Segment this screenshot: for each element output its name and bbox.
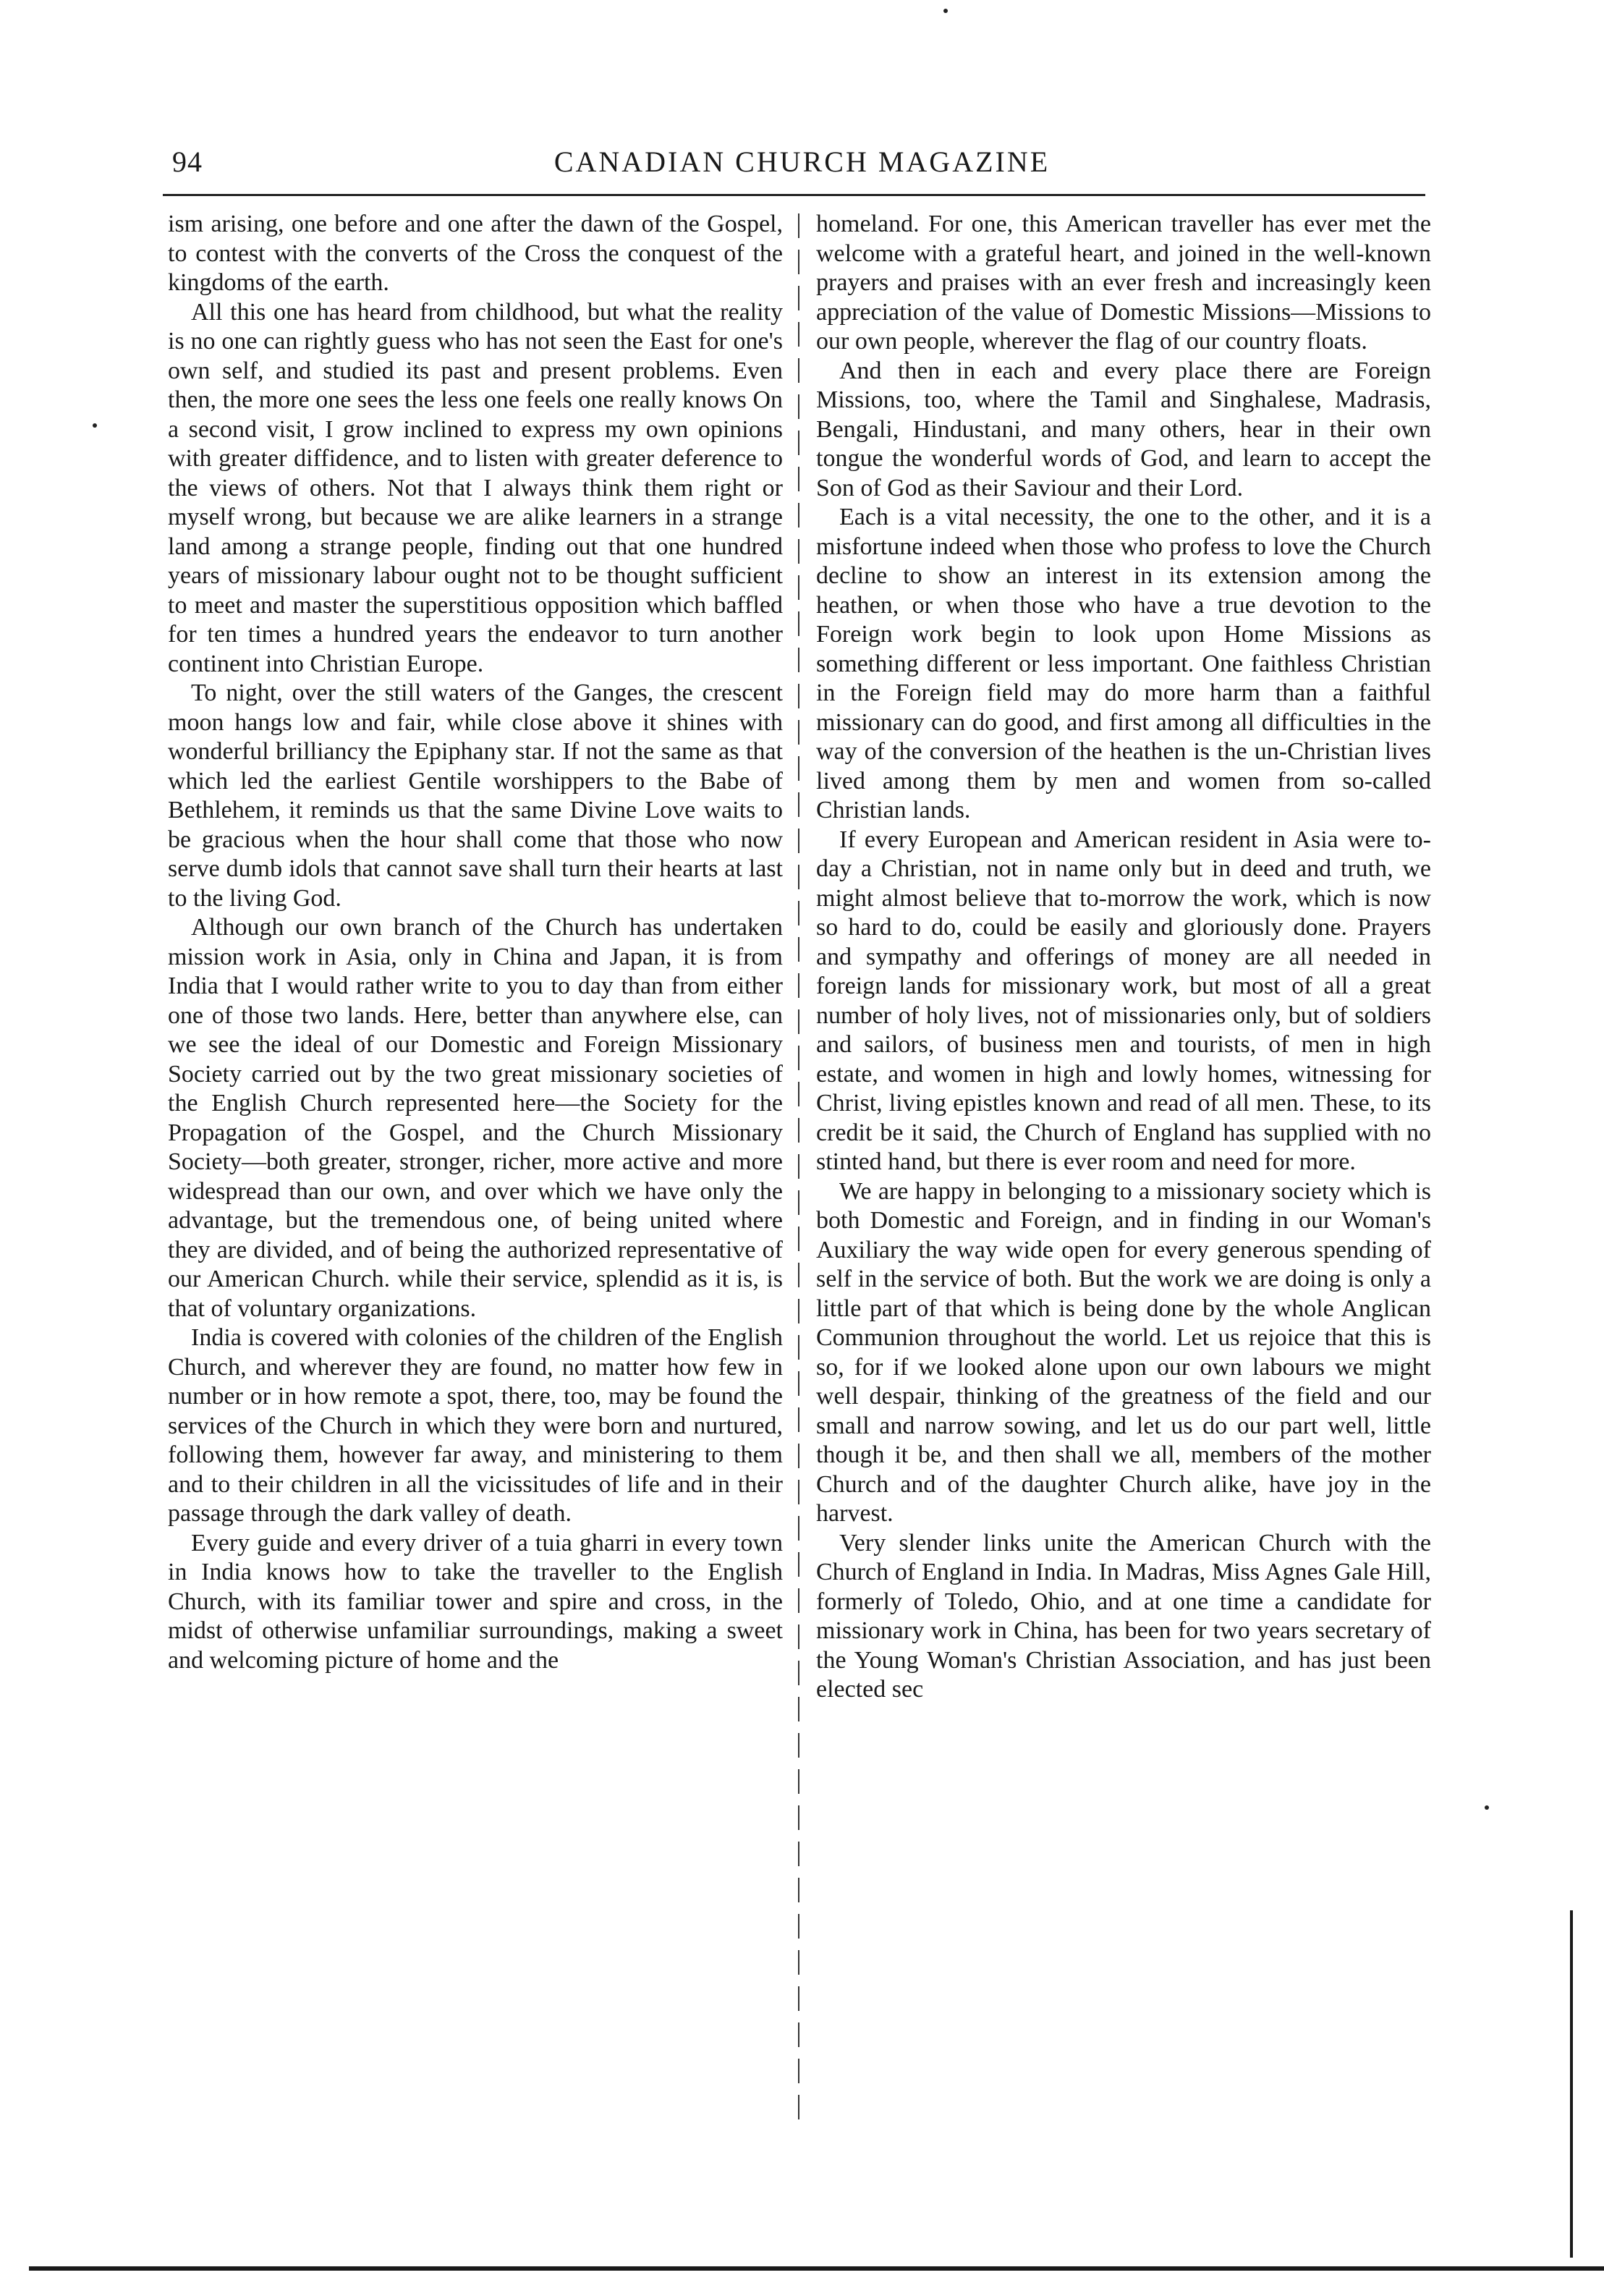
ink-speck xyxy=(943,9,948,13)
left-column xyxy=(168,210,783,2164)
paragraph: If every European and American resident in Asia were to-day a Christian, not in name only but in deed and truth, we might almost believe that to-morrow the work, which is now so hard to do, could be easily and gloriously done. Prayers and sympathy and offerings of money are all needed in foreign lands for missionary work, but most of all a great number of holy lives, not of missionaries only, but of soldiers and sailors, of business men and tourists, of men in high estate, and women in high and lowly homes, witnessing for Christ, living epistles known and read of all men. These, to its credit be it said, the Church of England has supplied with no stinted hand, but there is ever room and need for more. xyxy=(816,826,1431,1175)
paragraph: Very slender links unite the American Church with the Church of England in India. In Madras, Miss Agnes Gale Hill, formerly of Toledo, Ohio, and at one time a candidate for missionary work in China, has been for two years secretary of the Young Woman's Christian Association, and has just been elected sec xyxy=(816,1529,1431,1703)
paragraph: homeland. For one, this American traveller has ever met the welcome with a grateful heart, and joined in the well-known prayers and praises with an ever fresh and increasingly keen appreciation of the value of Domestic Missions—Missions to our own people, wherever the flag of our country floats. xyxy=(816,211,1431,355)
ink-speck xyxy=(93,423,97,428)
running-title: CANADIAN CHURCH MAGAZINE xyxy=(553,145,1051,178)
page-number: 94 xyxy=(172,145,203,178)
paragraph: All this one has heard from childhood, but what the reality is no one can rightly guess who has not seen the East for one's own self, and studied its past and present problems. Even then, the more one sees the less one feels one really knows On a second visit, I grow inclined to express my own opinions with greater diffidence, and to listen with greater deference to the views of others. Not that I always think them right or myself wrong, but because we are alike learners in a strange land among a strange people, finding out that one hundred years of missionary labour ought not to be thought sufficient to meet and master the superstitious opposition which baffled for ten times a hundred years the endeavor to turn another continent into Christian Europe. xyxy=(168,298,783,677)
right-column xyxy=(816,210,1431,2164)
paragraph: And then in each and every place there are Foreign Missions, too, where the Tamil and Singhalese, Madrasis, Bengali, Hindustani, and many others, hear in their own tongue the wonderful words of God, and learn to accept the Son of God as their Saviour and their Lord. xyxy=(816,357,1431,501)
bottom-rule xyxy=(29,2266,1604,2271)
header-rule xyxy=(163,194,1425,196)
paragraph: Although our own branch of the Church has undertaken mission work in Asia, only in China and Japan, it is from India that I would rather write to you to day than from either one of those two lands. Here, better than anywhere else, can we see the ideal of our Domestic and Foreign Missionary Society carried out by the two great missionary societies of the English Church represented here—the Society for the Propagation of the Gospel, and the Church Missionary Society—both greater, stronger, richer, more active and more widespread than our own, and over which we have only the advantage, but the tremendous one, of being united where they are divided, and of being the authorized representative of our American Church. while their service, splendid as it is, is that of voluntary organizations. xyxy=(168,914,783,1322)
paragraph: We are happy in belonging to a missionary society which is both Domestic and Foreign, and in finding in our Woman's Auxiliary the way wide open for every generous spending of self in the service of both. But the work we are doing is only a little part of that which is being done by the whole Anglican Communion throughout the world. Let us rejoice that this is so, for if we looked alone upon our own labours we might well despair, thinking of the greatness of the field and our small and narrow sowing, and let us do our part well, little though it be, and then shall we all, members of the mother Church and of the daughter Church alike, have joy in the harvest. xyxy=(816,1177,1431,1527)
paragraph: Every guide and every driver of a tuia gharri in every town in India knows how to take the traveller to the English Church, with its familiar tower and spire and cross, in the midst of otherwise unfamiliar surroundings, making a sweet and welcoming picture of home and the xyxy=(168,1529,783,1674)
paragraph: India is covered with colonies of the children of the English Church, and wherever they are found, no matter how few in number or in how remote a spot, there, too, may be found the services of the Church in which they were born and nurtured, following them, however far away, and ministering to them and to their children in all the vicissitudes of life and in their passage through the dark valley of death. xyxy=(168,1324,783,1527)
paragraph: To night, over the still waters of the Ganges, the crescent moon hangs low and fair, while close above it shines with wonderful brilliancy the Epiphany star. If not the same as that which led the earliest Gentile worshippers to the Babe of Bethlehem, it reminds us that the same Divine Love waits to be gracious when the hour shall come that those who now serve dumb idols that cannot save shall turn their hearts at last to the living God. xyxy=(168,679,783,912)
paragraph: ism arising, one before and one after the dawn of the Gospel, to contest with the converts of the Cross the conquest of the kingdoms of the earth. xyxy=(168,211,783,296)
paragraph: Each is a vital necessity, the one to the other, and it is a misfortune indeed when those who profess to love the Church decline to show an interest in its extension among the heathen, or when those who have a true devotion to the Foreign work begin to look upon Home Missions as something different or less important. One faithless Christian in the Foreign field may do more harm than a faithful missionary can do good, and first among all difficulties in the way of the conversion of the heathen is the un-Christian lives lived among them by men and women from so-called Christian lands. xyxy=(816,504,1431,823)
column-divider xyxy=(798,213,799,2124)
ink-speck xyxy=(1485,1805,1489,1810)
page-edge-mark xyxy=(1570,1910,1573,2258)
